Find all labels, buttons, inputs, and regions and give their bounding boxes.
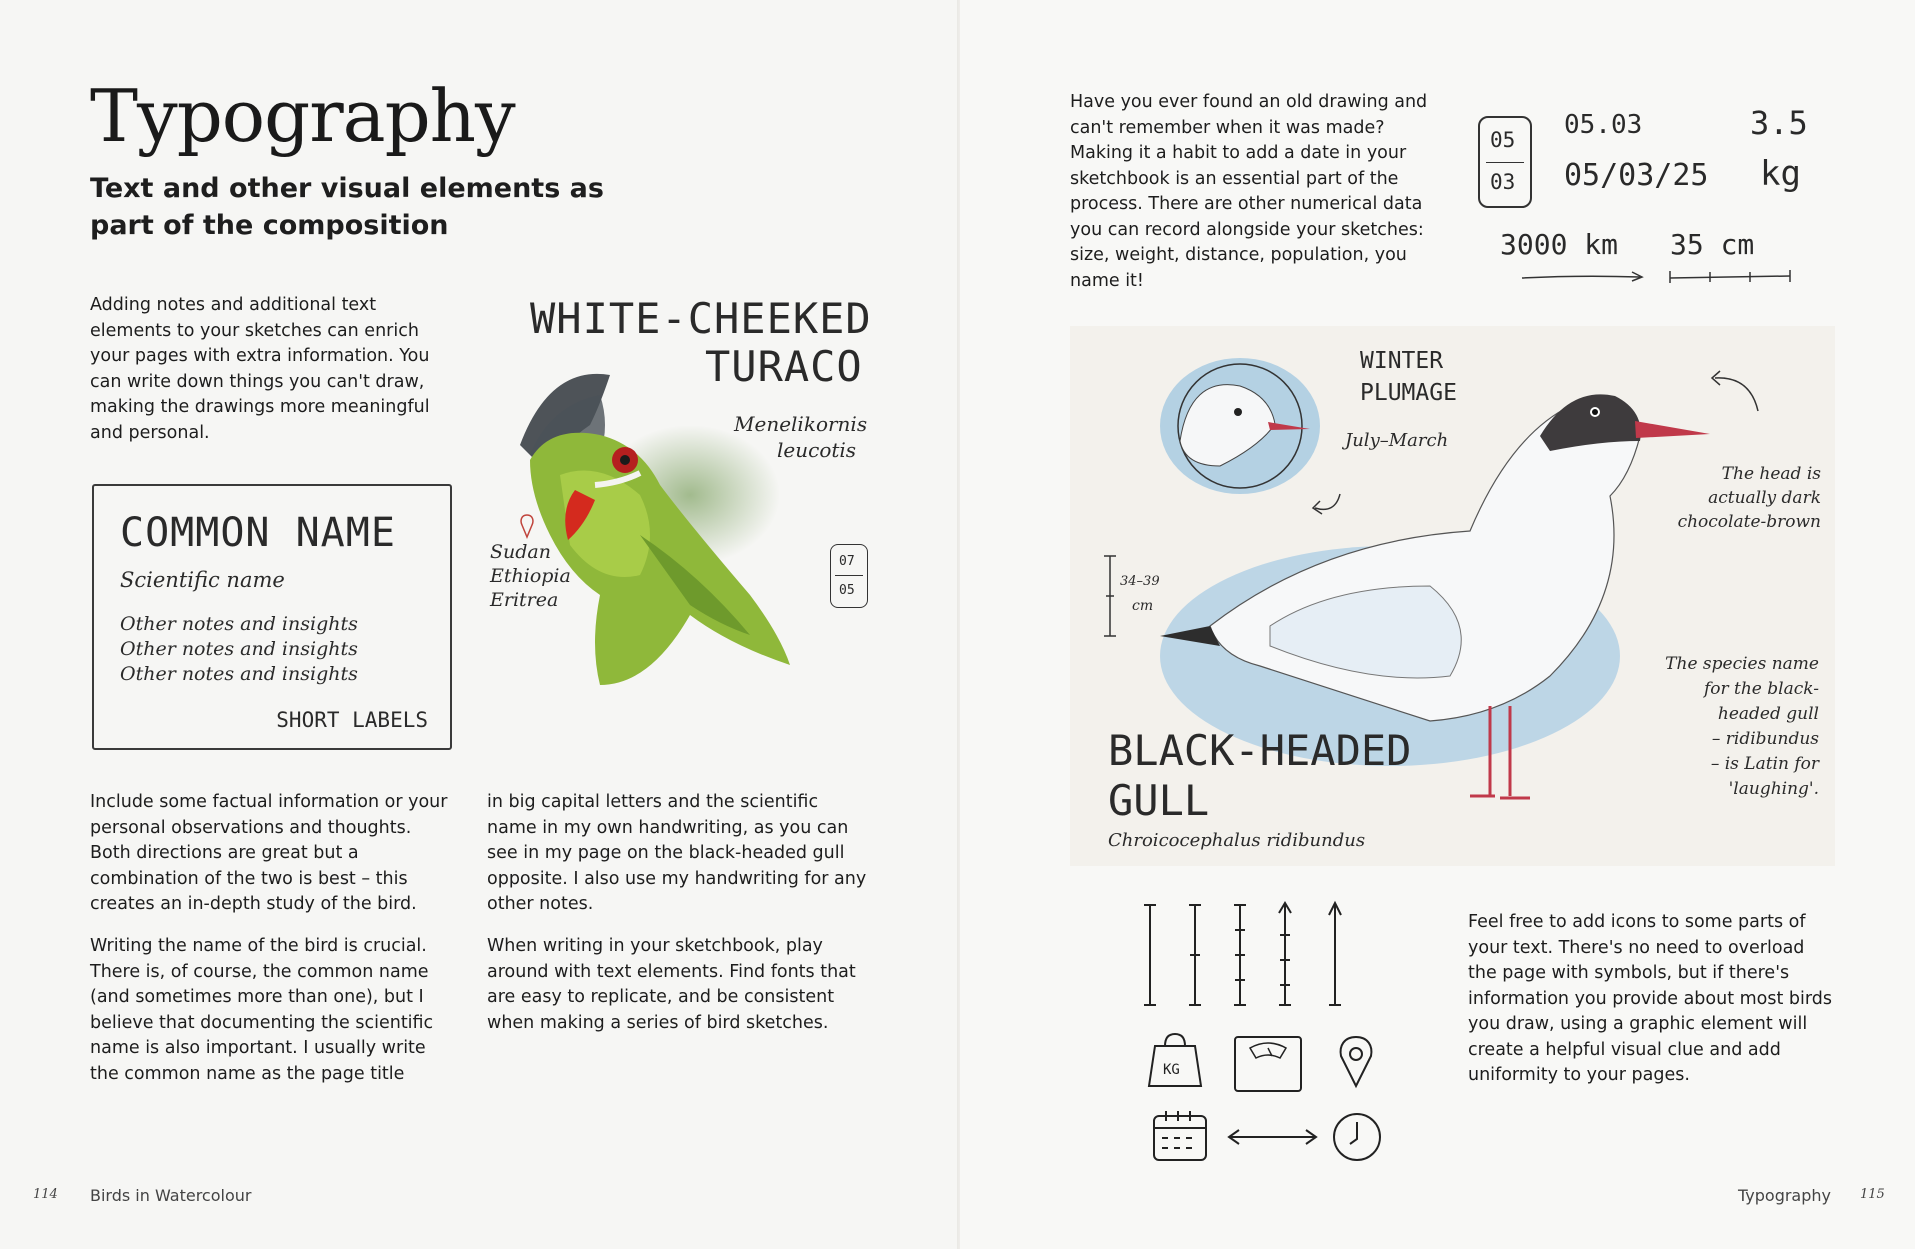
calendar-icon	[1150, 1108, 1210, 1164]
template-notes	[120, 612, 358, 687]
column2-paragraph2: When writing in your sketchbook, play around with text elements. Find fonts that are easy to replicate, and be consistent when making a series of bird sketches.	[487, 936, 856, 1033]
page-title: Typography	[90, 74, 515, 158]
kg-weight-icon	[1145, 1030, 1205, 1092]
ruler-icons-group	[1140, 895, 1370, 1015]
note-line: 'laughing'.	[1728, 779, 1819, 799]
weight-value-sample: 3.5	[1750, 104, 1808, 142]
note-line: for the black-	[1703, 679, 1819, 699]
arrow-up-icon	[1329, 903, 1341, 1005]
gull-name-line2: GULL	[1108, 776, 1210, 825]
date-box-day: 05	[1490, 128, 1516, 152]
column2-paragraph1: in big capital letters and the scientific name in my own handwriting, as you can see in my page on the black-headed gull opposite. I also use my handwriting for any other notes.	[487, 792, 867, 914]
turaco-latin-line2: leucotis	[777, 438, 857, 462]
icons-paragraph: Feel free to add icons to some parts of your text. There's no need to overload the page with symbols, but if there's information you provide about most birds you draw, using a graphic element will create a helpful visual clue and add uniformity to your pages.	[1468, 912, 1832, 1085]
date-divider	[835, 575, 863, 576]
scale-icon	[1232, 1034, 1304, 1096]
location-text: Eritrea	[490, 589, 559, 611]
date-box-divider	[1486, 162, 1524, 163]
column1-paragraph1: Include some factual information or your personal observations and thoughts. Both directions are great but a combination of the two is best – this creates an in-depth study of the bird.	[90, 792, 448, 914]
size-value: 34–39	[1120, 574, 1160, 589]
black-headed-gull-sketch	[1070, 326, 1835, 866]
footer-book-title: Birds in Watercolour	[90, 1186, 252, 1205]
template-scientific-name: Scientific name	[120, 568, 285, 592]
weight-unit-sample: kg	[1760, 154, 1801, 194]
ruler-arrow-icon	[1279, 903, 1291, 1005]
turaco-latin-line1: Menelikornis	[734, 412, 868, 436]
gull-latin-name: Chroicocephalus ridibundus	[1108, 830, 1366, 851]
kg-icon-label: KG	[1163, 1062, 1180, 1078]
date-box-month: 03	[1490, 170, 1516, 194]
location-pin-icon	[1336, 1034, 1376, 1090]
turaco-locations	[490, 540, 571, 612]
clock-icon	[1330, 1110, 1384, 1164]
column1-paragraph2: Writing the name of the bird is crucial. There is, of course, the common name (and sometimes more than one), but I believe that documenting the scientific name is also important. I usually write the common name as the page title	[90, 936, 434, 1084]
location-pin-icon	[518, 513, 536, 541]
ruler-icon	[1189, 905, 1201, 1005]
size-unit: cm	[1132, 598, 1154, 614]
head-colour-note	[1678, 462, 1821, 534]
template-common-name: COMMON NAME	[120, 510, 396, 556]
ruler-icon	[1234, 905, 1246, 1005]
date-slashed-sample: 05/03/25	[1564, 158, 1709, 193]
location-text: Sudan	[490, 541, 551, 563]
template-note-line: Other notes and insights	[120, 613, 358, 635]
turaco-illustration	[490, 365, 820, 695]
template-note-line: Other notes and insights	[120, 663, 358, 685]
length-sample: 35 cm	[1670, 228, 1755, 261]
note-line: chocolate-brown	[1677, 512, 1821, 532]
dates-intro-paragraph: Have you ever found an old drawing and can't remember when it was made? Making it a habit to add a date in your sketchbook is an essential part of the process. There are other numerical data you can record alongside your sketches: size, weight, distance, population, you name it!	[1070, 92, 1428, 291]
note-line: The head is	[1721, 464, 1821, 484]
date-dotted-sample: 05.03	[1564, 110, 1643, 140]
turaco-name-line2: TURACO	[705, 342, 863, 391]
gull-name-line1: BLACK-HEADED	[1108, 726, 1412, 775]
template-short-labels: SHORT LABELS	[276, 708, 428, 732]
right-page	[960, 0, 1915, 1249]
measure-arrows	[1520, 266, 1800, 286]
ruler-icon	[1144, 905, 1156, 1005]
typography-template-box	[92, 484, 452, 750]
double-arrow-icon	[1225, 1125, 1320, 1149]
winter-months: July–March	[1345, 430, 1449, 451]
note-line: – is Latin for	[1710, 754, 1819, 774]
date-month: 05	[839, 583, 855, 598]
turaco-date-box	[830, 544, 868, 608]
page-number-left: 114	[33, 1187, 58, 1202]
distance-sample: 3000 km	[1500, 228, 1619, 261]
note-line: headed gull	[1717, 704, 1819, 724]
note-line: actually dark	[1708, 488, 1821, 508]
date-day: 07	[839, 554, 855, 569]
footer-section-title: Typography	[1738, 1186, 1831, 1205]
note-line: – ridibundus	[1711, 729, 1819, 749]
page-subtitle: Text and other visual elements as part of the composition	[90, 173, 604, 241]
species-name-note	[1665, 652, 1819, 802]
page-number-right: 115	[1860, 1187, 1885, 1202]
note-line: The species name	[1665, 654, 1819, 674]
winter-plumage-line2: PLUMAGE	[1360, 380, 1457, 406]
intro-paragraph: Adding notes and additional text elements to your sketches can enrich your pages with extra information. You can write down things you can't draw, making the drawings more meaningful and personal.	[90, 295, 430, 443]
winter-plumage-line1: WINTER	[1360, 348, 1444, 374]
turaco-name-line1: WHITE-CHEEKED	[530, 294, 872, 343]
location-text: Ethiopia	[490, 565, 571, 587]
template-note-line: Other notes and insights	[120, 638, 358, 660]
date-box-sample	[1478, 116, 1532, 208]
